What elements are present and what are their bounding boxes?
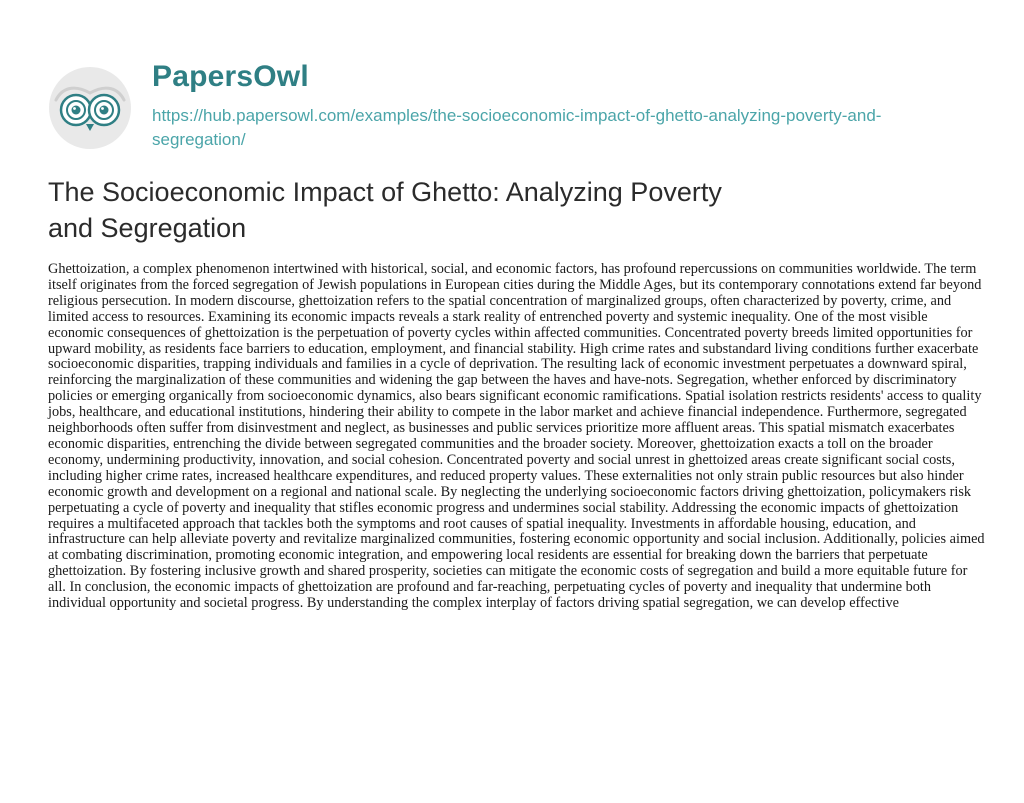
- site-header: [48, 56, 978, 156]
- owl-eyes-logo-icon: [48, 66, 132, 150]
- brand-name: PapersOwl: [152, 60, 309, 93]
- page-title: The Socioeconomic Impact of Ghetto: Analyzing Poverty and Segregation: [48, 177, 722, 243]
- source-url-link[interactable]: https://hub.papersowl.com/examples/the-socioeconomic-impact-of-ghetto-analyzing-poverty-and-segregation/: [152, 106, 882, 149]
- essay-body: Ghettoization, a complex phenomenon intertwined with historical, social, and economic factors, has profound repercussions on communities worldwide. The term itself originates from the forced segregation of Jewish populations in European cities during the Middle Ages, but its contemporary connotations extend far beyond religious persecution. In modern discourse, ghettoization refers to the spatial concentration of marginalized groups, often characterized by poverty, crime, and limited access to resources. Examining its economic impacts reveals a stark reality of entrenched poverty and systemic inequality. One of the most visible economic consequences of ghettoization is the perpetuation of poverty cycles within affected communities. Concentrated poverty breeds limited opportunities for upward mobility, as residents face barriers to education, employment, and financial stability. High crime rates and substandard living conditions further exacerbate socioeconomic disparities, trapping individuals and families in a cycle of deprivation. The resulting lack of economic investment perpetuates a downward spiral, reinforcing the marginalization of these communities and widening the gap between the haves and have-nots. Segregation, whether enforced by discriminatory policies or emerging organically from socioeconomic dynamics, also bears significant economic ramifications. Spatial isolation restricts residents' access to quality jobs, healthcare, and educational institutions, hindering their ability to compete in the labor market and achieve financial independence. Furthermore, segregated neighborhoods often suffer from disinvestment and neglect, as businesses and public services prioritize more affluent areas. This spatial mismatch exacerbates economic disparities, entrenching the divide between segregated communities and the broader society. Moreover, ghettoization exacts a toll on the broader economy, undermining productivity, innovation, and social cohesion. Concentrated poverty and social unrest in ghettoized areas create significant social costs, including higher crime rates, increased healthcare expenditures, and reduced property values. These externalities not only strain public resources but also hinder economic growth and development on a regional and national scale. By neglecting the underlying socioeconomic factors driving ghettoization, policymakers risk perpetuating a cycle of poverty and inequality that stifles economic progress and undermines social stability. Addressing the economic impacts of ghettoization requires a multifaceted approach that tackles both the symptoms and root causes of spatial inequality. Investments in affordable housing, education, and infrastructure can help alleviate poverty and revitalize marginalized communities, fostering economic opportunity and social inclusion. Additionally, policies aimed at combating discrimination, promoting economic integration, and empowering local residents are essential for breaking down the barriers that perpetuate ghettoization. By fostering inclusive growth and shared prosperity, societies can mitigate the economic costs of segregation and build a more equitable future for all. In conclusion, the economic impacts of ghettoization are profound and far-reaching, perpetuating cycles of poverty and inequality that undermine both individual opportunity and societal progress. By understanding the complex interplay of factors driving spatial segregation, we can develop effective: [48, 261, 985, 612]
